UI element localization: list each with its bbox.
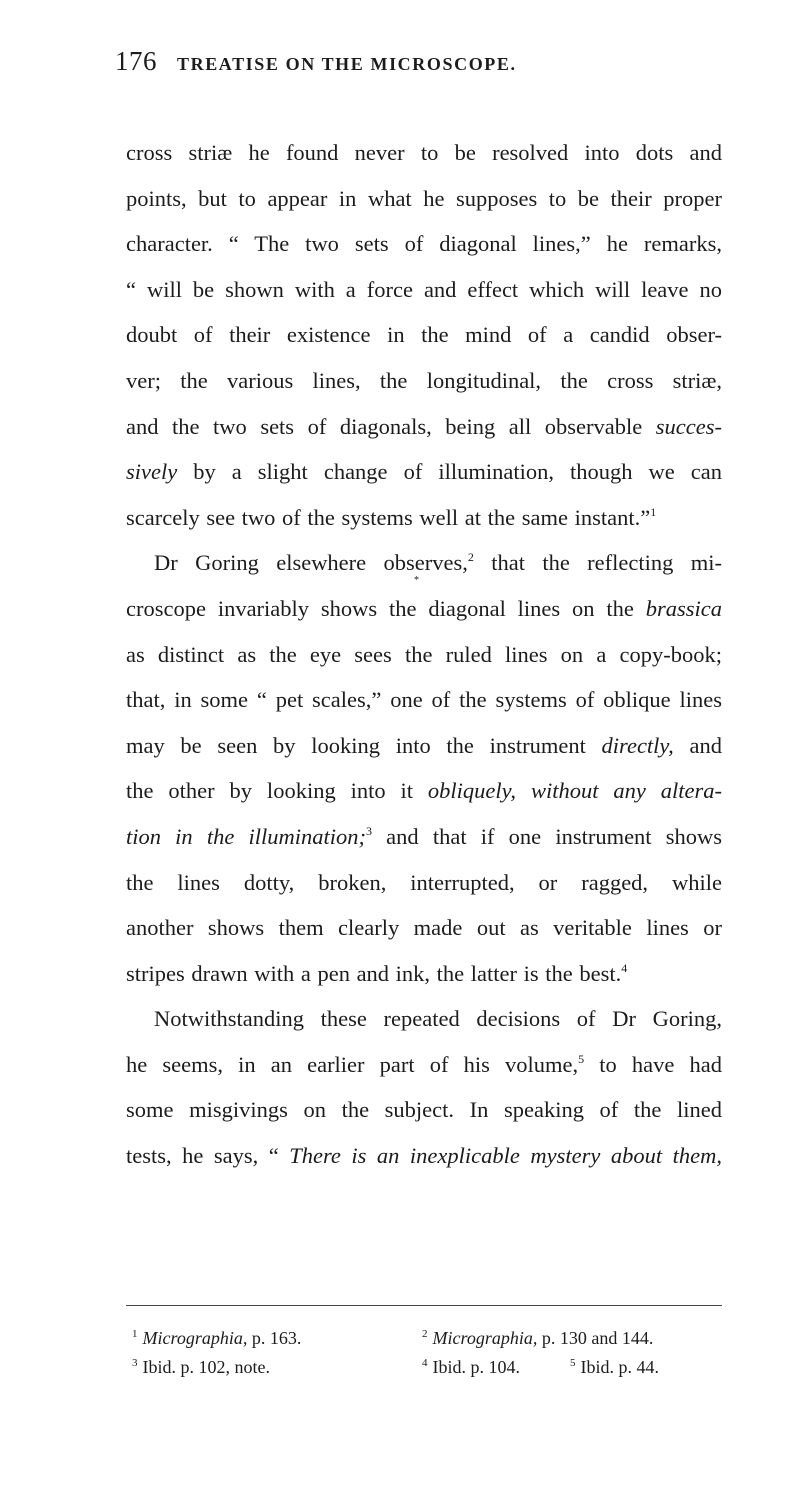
footnote-title: Micrographia,: [142, 1328, 248, 1348]
footnotes: [132, 1324, 728, 1382]
footnote-row: [132, 1353, 728, 1382]
text-segment: another shows them clearly made out as veritable lines or: [126, 915, 722, 941]
text-line: [126, 312, 722, 358]
footnote-row: [132, 1324, 728, 1353]
body-text: [126, 130, 722, 1179]
text-line: [126, 632, 722, 678]
text-segment: stripes drawn with a pen and ink, the latter is the best.: [126, 960, 622, 986]
italic-text: succes-: [655, 413, 722, 439]
text-segment: cross striæ he found never to be resolved into dots and: [126, 140, 722, 165]
footnote-reference: 5: [578, 1051, 585, 1066]
footnote-number: 1: [132, 1328, 138, 1340]
footnote: [132, 1324, 301, 1353]
footnote-reference: 3: [366, 823, 373, 838]
text-line: [126, 860, 722, 906]
text-segment: ver; the various lines, the longitudinal, the cross striæ,: [126, 367, 722, 393]
footnote-number: 2: [422, 1328, 428, 1340]
text-line: [126, 814, 722, 860]
text-segment: that the reflecting mi-: [473, 550, 722, 576]
footnote-number: 4: [422, 1357, 428, 1369]
text-segment: points, but to appear in what he supposes to be their proper: [126, 185, 722, 211]
text-segment: Notwithstanding these repeated decisions of Dr Goring,: [154, 1006, 722, 1032]
text-segment: that, in some “ pet scales,” one of the systems of oblique lines: [126, 687, 722, 713]
text-line: [126, 449, 722, 495]
italic-text: directly,: [601, 732, 674, 758]
footnote-text: p. 130 and 144.: [537, 1328, 654, 1348]
text-segment: by a slight change of illumination, though we can: [177, 459, 722, 485]
italic-text: brassica: [645, 595, 722, 621]
text-line: [126, 404, 722, 450]
footnote: [570, 1353, 659, 1382]
footnote: [132, 1353, 270, 1382]
text-segment: he seems, in an earlier part of his volume,: [126, 1051, 579, 1077]
page-header: [115, 46, 715, 86]
text-line: [126, 130, 722, 176]
italic-text: There is an inexplicable mystery about them,: [289, 1143, 722, 1169]
text-segment: the other by looking into it: [126, 778, 428, 804]
running-title: TREATISE ON THE MICROSCOPE.: [177, 54, 517, 74]
footnote-text: Ibid. p. 104.: [432, 1357, 520, 1377]
text-segment: some misgivings on the subject. In speaking of the lined: [126, 1097, 722, 1123]
text-segment: Dr Goring elsewhere observes,: [154, 550, 468, 576]
text-segment: “ will be shown with a force and effect which will leave no: [126, 276, 722, 302]
text-line: [126, 677, 722, 723]
text-line: [126, 723, 722, 769]
footnote-reference: 2: [467, 550, 474, 565]
footnote-reference: 4: [621, 960, 628, 975]
text-segment: and the two sets of diagonals, being all observable: [126, 413, 656, 439]
text-segment: tests, he says, “: [126, 1143, 290, 1169]
italic-text: obliquely, without any altera-: [427, 778, 722, 804]
text-line: [126, 221, 722, 267]
text-line: [126, 1133, 722, 1179]
italic-text: sively: [126, 459, 178, 485]
footnote: [422, 1324, 653, 1353]
text-segment: doubt of their existence in the mind of a candid obser-: [126, 322, 722, 348]
text-line: [126, 540, 722, 586]
text-line: [126, 176, 722, 222]
footnote-text: Ibid. p. 44.: [580, 1357, 659, 1377]
text-line: [126, 495, 722, 541]
text-segment: to have had: [584, 1051, 722, 1077]
text-line: [126, 951, 722, 997]
footnote-text: Ibid. p. 102, note.: [142, 1357, 270, 1377]
text-line: [126, 768, 722, 814]
footnote-title: Micrographia,: [432, 1328, 538, 1348]
text-segment: croscope invariably shows the diagonal lines on the: [126, 595, 646, 621]
text-line: [126, 1087, 722, 1133]
text-segment: and that if one instrument shows: [372, 823, 722, 849]
text-segment: may be seen by looking into the instrument: [126, 732, 602, 758]
text-segment: scarcely see two of the systems well at the same instant.”: [126, 504, 651, 530]
text-segment: as distinct as the eye sees the ruled lines on a copy-book;: [126, 641, 722, 667]
footnote-number: 3: [132, 1357, 138, 1369]
text-line: [126, 905, 722, 951]
margin-mark: *: [414, 575, 419, 587]
text-segment: and: [673, 732, 722, 758]
page-number: 176: [115, 46, 157, 76]
text-line: [126, 267, 722, 313]
footnote-divider: [126, 1305, 722, 1306]
footnote-reference: 1: [650, 504, 657, 519]
text-line: [126, 1042, 722, 1088]
text-line: [126, 358, 722, 404]
text-line: [126, 996, 722, 1042]
text-segment: character. “ The two sets of diagonal lines,” he remarks,: [126, 231, 722, 257]
footnote-text: p. 163.: [247, 1328, 302, 1348]
text-line: [126, 586, 722, 632]
italic-text: tion in the illumination;: [126, 823, 367, 849]
text-segment: the lines dotty, broken, interrupted, or ragged, while: [126, 869, 722, 895]
footnote: [422, 1353, 520, 1382]
footnote-number: 5: [570, 1357, 576, 1369]
